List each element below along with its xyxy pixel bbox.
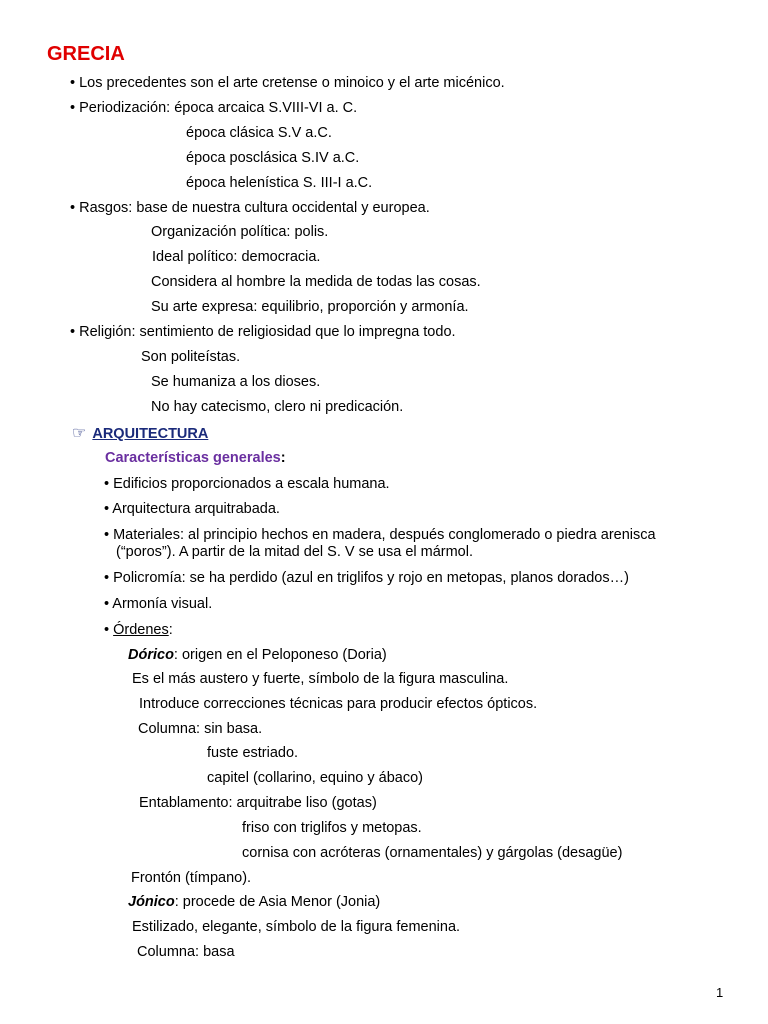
ionic-origin: : procede de Asia Menor (Jonia) [174, 894, 381, 910]
orders-line [104, 622, 173, 639]
ionic-name: Jónico [128, 894, 175, 910]
list-item: • Arquitectura arquitrabada. [104, 501, 280, 517]
list-item: • Policromía: se ha perdido (azul en triglifos y rojo en metopas, planos dorados…) [104, 570, 629, 586]
page-number: 1 [716, 985, 724, 1000]
text-line: Es el más austero y fuerte, símbolo de la figura masculina. [132, 671, 509, 687]
subheading-label: Características generales [105, 450, 281, 466]
text-line: Su arte expresa: equilibrio, proporción y armonía. [151, 299, 469, 315]
doric-name: Dórico [128, 647, 174, 663]
text-line: friso con triglifos y metopas. [242, 820, 422, 836]
text-line: No hay catecismo, clero ni predicación. [151, 399, 404, 415]
text-line: Columna: basa [137, 944, 235, 960]
section-heading [72, 425, 208, 443]
text-line: fuste estriado. [207, 745, 299, 761]
doric-origin: : origen en el Peloponeso (Doria) [173, 647, 387, 663]
doric-heading [128, 647, 387, 664]
ionic-heading [128, 894, 380, 911]
subheading-colon: : [280, 450, 286, 466]
text-line: cornisa con acróteras (ornamentales) y gárgolas (desagüe) [242, 845, 623, 861]
orders-bullet: • [104, 622, 114, 638]
text-line: • Los precedentes son el arte cretense o minoico y el arte micénico. [70, 75, 505, 91]
text-line: capitel (collarino, equino y ábaco) [207, 770, 424, 786]
text-line: Columna: sin basa. [138, 721, 263, 737]
text-line: Organización política: polis. [151, 224, 329, 240]
orders-colon: : [168, 622, 173, 638]
list-item: (“poros”). A partir de la mitad del S. V se usa el mármol. [116, 544, 473, 560]
list-item: • Materiales: al principio hechos en madera, después conglomerado o piedra arenisca [104, 527, 656, 543]
text-line: época clásica S.V a.C. [186, 125, 332, 141]
text-line: época helenística S. III-I a.C. [186, 175, 373, 191]
text-line: Introduce correcciones técnicas para producir efectos ópticos. [139, 696, 538, 712]
section-heading-label: ARQUITECTURA [92, 426, 209, 442]
text-line: época posclásica S.IV a.C. [186, 150, 360, 166]
text-line: Ideal político: democracia. [152, 249, 321, 265]
text-line: • Periodización: época arcaica S.VIII-VI a. C. [70, 100, 358, 116]
text-line: Considera al hombre la medida de todas las cosas. [151, 274, 481, 290]
text-line: • Religión: sentimiento de religiosidad que lo impregna todo. [70, 324, 456, 340]
pointing-hand-icon: ☞ [72, 425, 87, 442]
text-line: Son politeístas. [141, 349, 241, 365]
text-line: Estilizado, elegante, símbolo de la figura femenina. [132, 919, 461, 935]
text-line: Entablamento: arquitrabe liso (gotas) [139, 795, 377, 811]
orders-label: Órdenes [113, 622, 169, 638]
text-line: Se humaniza a los dioses. [151, 374, 321, 390]
text-line: • Rasgos: base de nuestra cultura occidental y europea. [70, 200, 430, 216]
list-item: • Armonía visual. [104, 596, 213, 612]
text-line: Frontón (tímpano). [131, 870, 252, 886]
list-item: • Edificios proporcionados a escala humana. [104, 476, 390, 492]
subheading [105, 450, 286, 467]
page-title: GRECIA [47, 43, 125, 65]
